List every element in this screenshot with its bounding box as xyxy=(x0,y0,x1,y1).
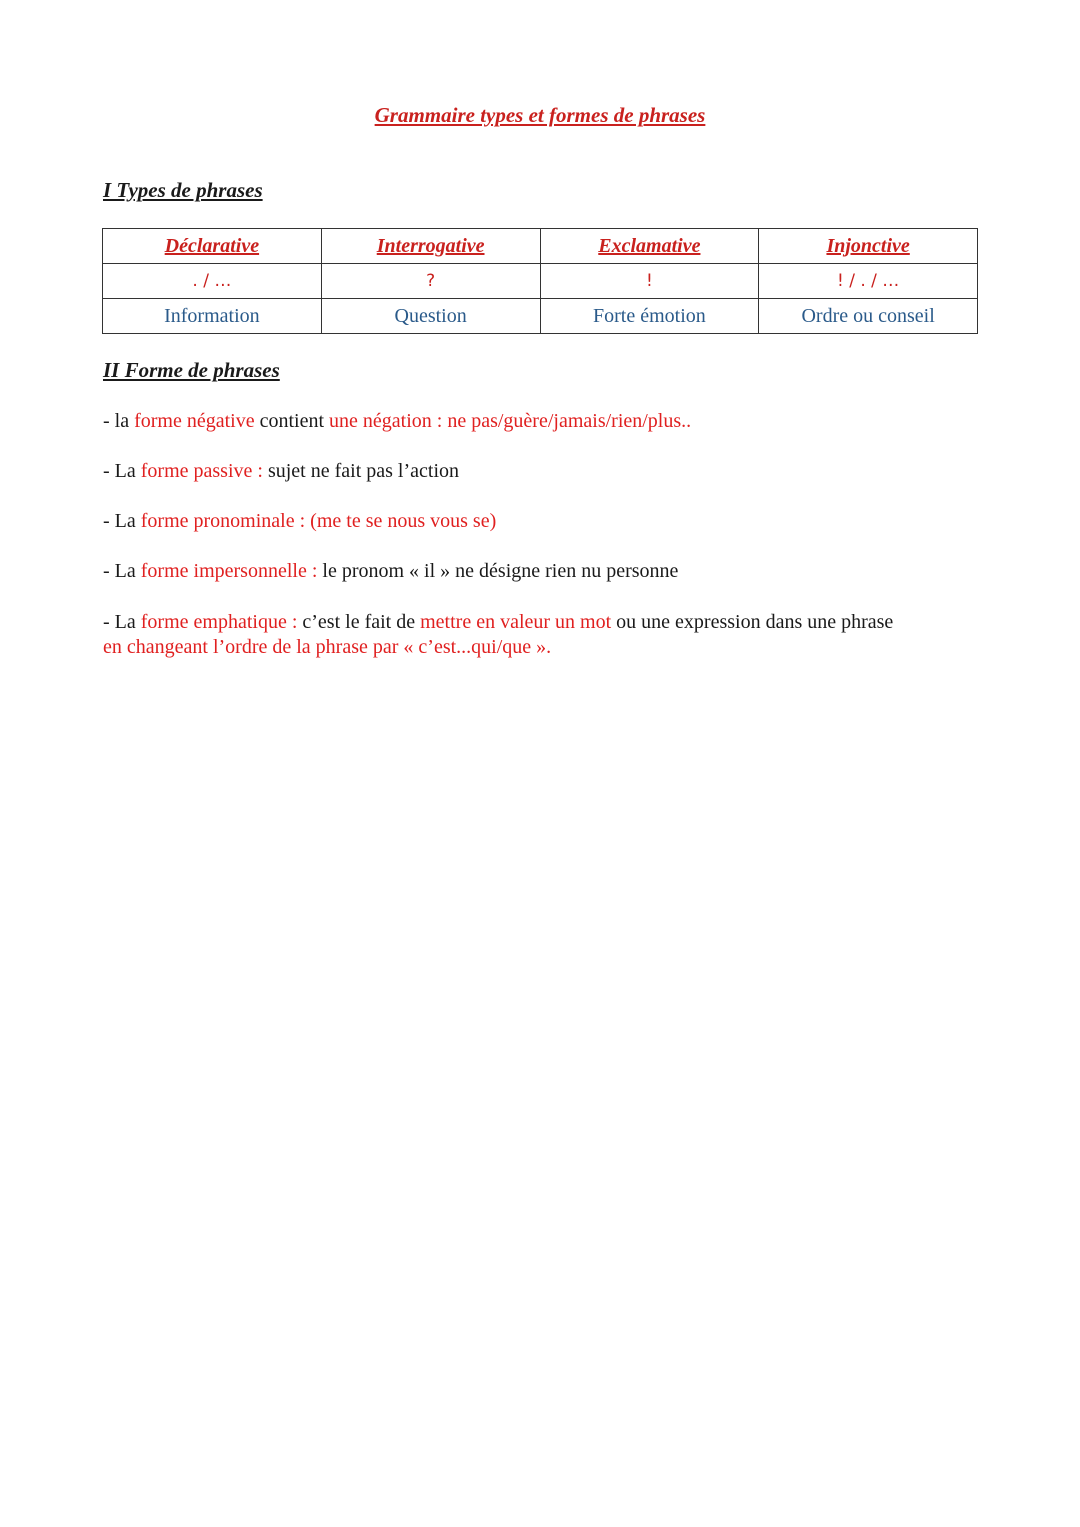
table-usage-row xyxy=(103,299,978,334)
highlight-span: (me te se nous vous se) xyxy=(305,510,497,532)
text-span: - La xyxy=(103,560,141,582)
document-title: Grammaire types et formes de phrases xyxy=(374,103,706,127)
highlight-span: forme impersonnelle : xyxy=(140,560,318,582)
highlight-span: une négation : ne pas/guère/jamais/rien/plus.. xyxy=(329,410,692,432)
table-cell: ! xyxy=(540,264,759,299)
header-cell-declarative: Déclarative xyxy=(103,229,322,264)
form-negative-line xyxy=(103,409,983,434)
form-pronominal-line xyxy=(103,509,983,534)
form-emphatic-paragraph xyxy=(103,610,983,660)
text-span: - La xyxy=(103,460,141,482)
header-cell-exclamative: Exclamative xyxy=(540,229,759,264)
text-span: ou une expression dans une phrase xyxy=(611,611,894,633)
text-span: contient xyxy=(254,410,330,432)
text-span: - La xyxy=(103,611,141,633)
highlight-span: forme pronominale : xyxy=(140,510,306,532)
highlight-span: en changeant l’ordre de la phrase par « c’est...qui/que ». xyxy=(103,636,552,658)
table-cell: Forte émotion xyxy=(540,299,759,334)
table-header-row xyxy=(103,229,978,264)
highlight-span: forme passive : xyxy=(140,460,263,482)
table-cell: ! / . / … xyxy=(759,264,978,299)
text-span: le pronom « il » ne désigne rien nu personne xyxy=(317,560,679,582)
section-heading-types: I Types de phrases xyxy=(103,178,263,202)
header-cell-injonctive: Injonctive xyxy=(759,229,978,264)
sentence-types-table xyxy=(102,228,978,334)
form-passive-line xyxy=(103,459,983,484)
header-cell-interrogative: Interrogative xyxy=(321,229,540,264)
table-punctuation-row xyxy=(103,264,978,299)
text-span: c’est le fait de xyxy=(297,611,421,633)
table-cell: Ordre ou conseil xyxy=(759,299,978,334)
text-span: - la xyxy=(103,410,135,432)
table-cell: . / … xyxy=(103,264,322,299)
form-impersonal-line xyxy=(103,559,983,584)
text-span: sujet ne fait pas l’action xyxy=(262,460,459,482)
highlight-span: forme négative xyxy=(134,410,255,432)
table-cell: Information xyxy=(103,299,322,334)
text-span: - La xyxy=(103,510,141,532)
table-cell: ? xyxy=(321,264,540,299)
section-heading-forms: II Forme de phrases xyxy=(103,358,280,382)
highlight-span: forme emphatique : xyxy=(140,611,298,633)
highlight-span: mettre en valeur un mot xyxy=(420,611,612,633)
table-cell: Question xyxy=(321,299,540,334)
